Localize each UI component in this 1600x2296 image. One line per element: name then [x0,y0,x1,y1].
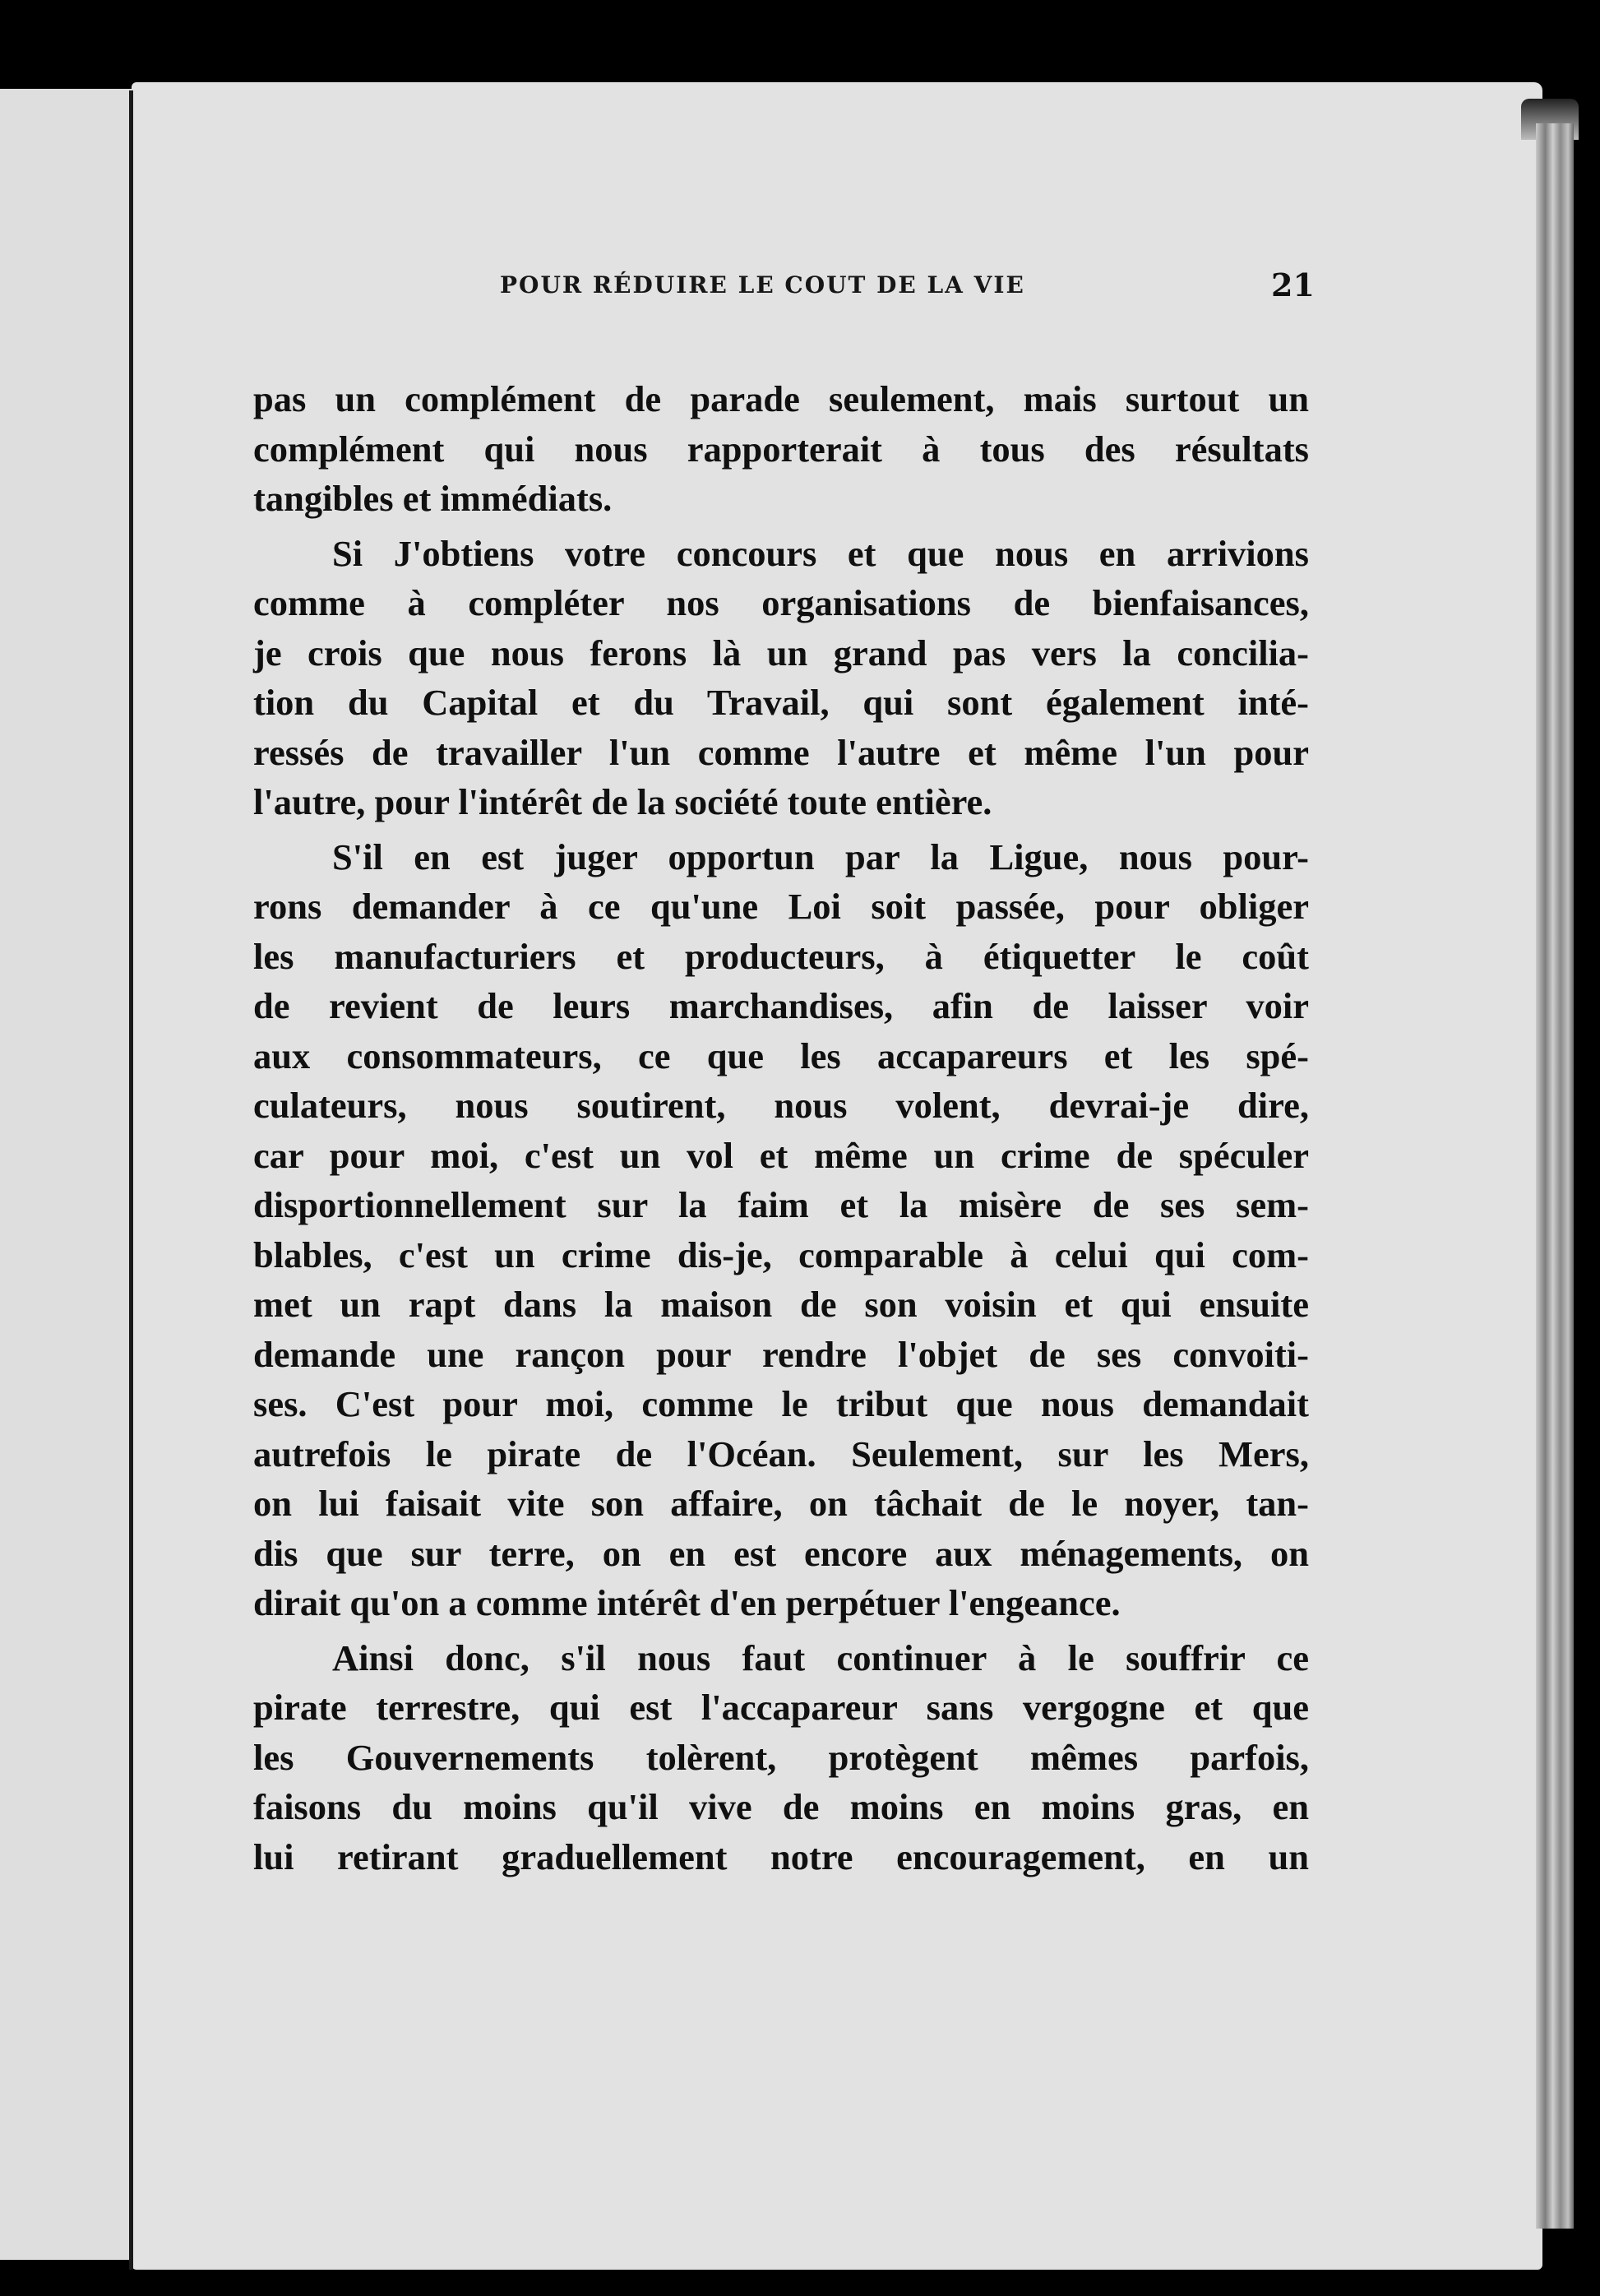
text-line: les Gouvernements tolèrent, protègent mêmes parfois, [253,1736,1309,1778]
text-line: rons demander à ce qu'une Loi soit passée, pour obliger [253,886,1309,927]
page-gutter [129,90,133,2270]
text-line: lui retirant graduellement notre encouragement, en un [253,1835,1309,1877]
text-line: autrefois le pirate de l'Océan. Seulement, sur les Mers, [253,1433,1309,1474]
page-number: 21 [1271,266,1315,303]
text-line: Si J'obtiens votre concours et que nous en arrivions [332,532,1309,574]
text-line: ressés de travailler l'un comme l'autre et même l'un pour [253,731,1309,773]
text-line: je crois que nous ferons là un grand pas vers la concilia- [253,632,1309,674]
text-line: S'il en est juger opportun par la Ligue, nous pour- [332,836,1309,877]
facing-page-edge [0,89,138,2260]
text-line: aux consommateurs, ce que les accapareurs et les spé- [253,1035,1309,1076]
text-line: comme à compléter nos organisations de bienfaisances, [253,582,1309,623]
running-head: POUR RÉDUIRE LE COUT DE LA VIE [500,271,1025,299]
text-line: blables, c'est un crime dis-je, comparable à celui qui com- [253,1234,1309,1275]
text-line: pas un complément de parade seulement, mais surtout un [253,378,1309,419]
text-line: les manufacturiers et producteurs, à étiquetter le coût [253,935,1309,977]
text-line: complément qui nous rapporterait à tous des résultats [253,428,1309,470]
text-line: pirate terrestre, qui est l'accapareur sans vergogne et que [253,1687,1309,1728]
text-line: tion du Capital et du Travail, qui sont également inté- [253,682,1309,723]
text-line: Ainsi donc, s'il nous faut continuer à le souffrir ce [332,1636,1309,1678]
page-stack-edge [1536,123,1574,2229]
text-line: ses. C'est pour moi, comme le tribut que nous demandait [253,1383,1309,1424]
text-line: de revient de leurs marchandises, afin de laisser voir [253,985,1309,1026]
text-line: met un rapt dans la maison de son voisin et qui ensuite [253,1284,1309,1325]
text-line: demande une rançon pour rendre l'objet de ses convoiti- [253,1333,1309,1375]
text-line: faisons du moins qu'il vive de moins en moins gras, en [253,1786,1309,1827]
text-line: tangibles et immédiats. [253,478,613,519]
text-line: car pour moi, c'est un vol et même un crime de spéculer [253,1134,1309,1176]
text-line: l'autre, pour l'intérêt de la société toute entière. [253,781,992,822]
body-text [253,374,1309,1882]
text-line: disportionnellement sur la faim et la misère de ses sem- [253,1184,1309,1225]
text-line: dirait qu'on a comme intérêt d'en perpétuer l'engeance. [253,1582,1121,1623]
text-line: culateurs, nous soutirent, nous volent, devrai-je dire, [253,1085,1309,1126]
text-line: dis que sur terre, on en est encore aux ménagements, on [253,1532,1309,1574]
text-line: on lui faisait vite son affaire, on tâchait de le noyer, tan- [253,1483,1309,1524]
